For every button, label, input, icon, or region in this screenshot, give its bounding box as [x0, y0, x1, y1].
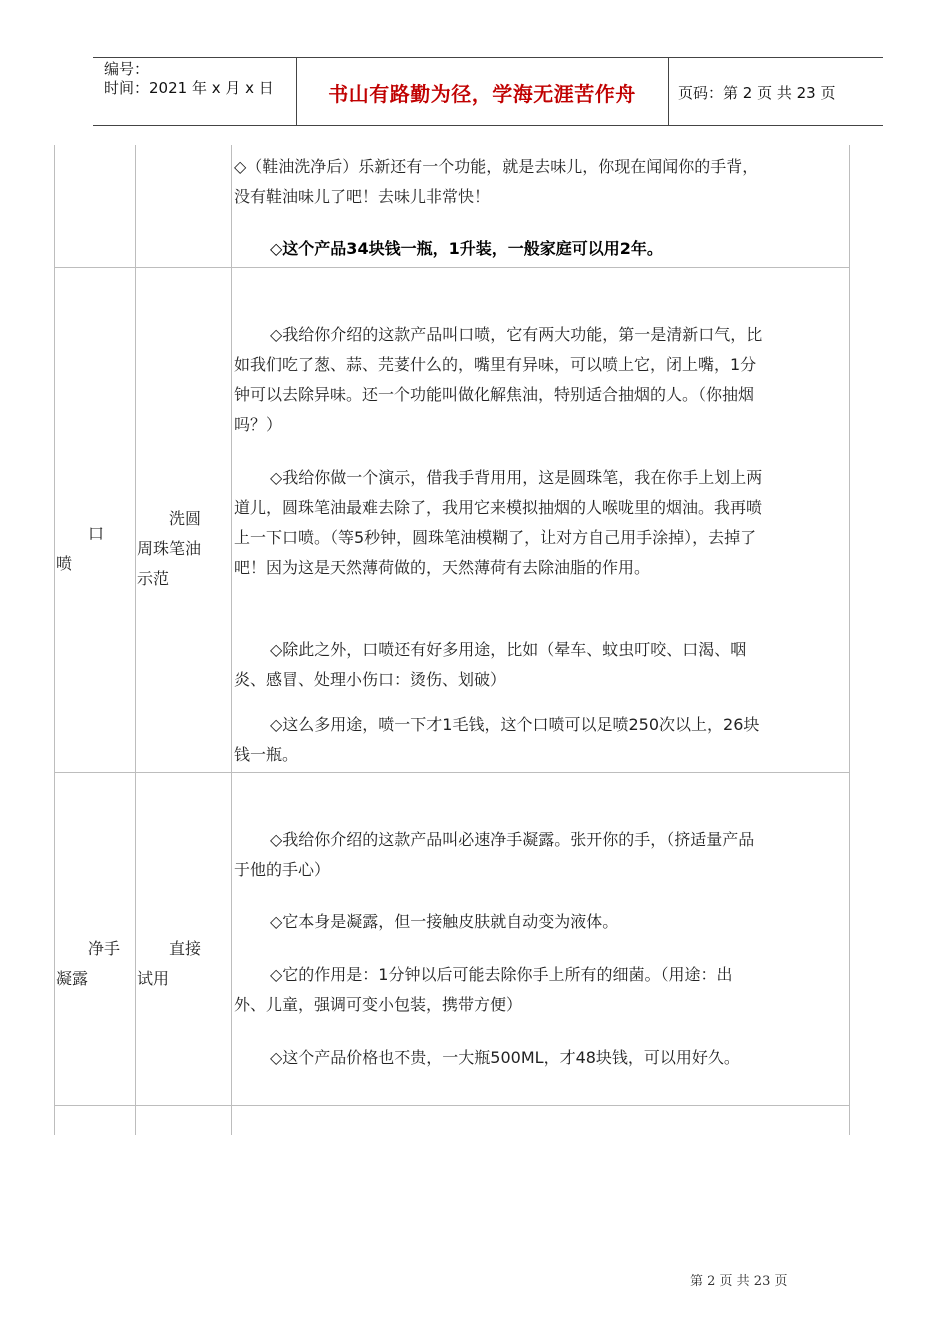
header-top-rule: [93, 57, 883, 58]
row1-paragraph-2: ◇我给你做一个演示，借我手背用用，这是圆珠笔，我在你手上划上两道儿，圆珠笔油最难去除了，我用它来模拟抽烟的人喉咙里的烟油。我再喷上一下口喷。（等5秒钟，圆珠笔油模糊了，让对方自己用手涂掉），去掉了吧！因为这是天然薄荷做的，天然薄荷有去除油脂的作用。: [234, 468, 763, 577]
demo-method-direct-trial: 直接试用: [137, 939, 202, 988]
header-motto: 书山有路勤为径，学海无涯苦作舟: [328, 82, 636, 106]
header-meta: [104, 60, 274, 98]
table-column-divider: [231, 145, 232, 1135]
header-divider: [668, 57, 669, 125]
row0-paragraph-2: ◇这个产品34块钱一瓶，1升装，一般家庭可以用2年。: [270, 239, 663, 258]
row1-paragraph-3: ◇除此之外，口喷还有好多用途，比如（晕车、蚊虫叮咬、口渴、咽炎、感冒、处理小伤口：烫伤、划破）: [234, 640, 747, 689]
row2-paragraph-2: ◇它本身是凝露，但一接触皮肤就自动变为液体。: [270, 912, 619, 931]
row2-paragraph-4: ◇这个产品价格也不贵，一大瓶500ML，才48块钱，可以用好久。: [270, 1048, 740, 1067]
time-label: 时间：2021 年 x 月 x 日: [104, 79, 274, 97]
table-row-divider: [54, 267, 850, 268]
row2-paragraph-3: ◇它的作用是：1分钟以后可能去除你手上所有的细菌。（用途：出外、儿童，强调可变小包装，携带方便）: [234, 965, 733, 1014]
header-page-number: 页码：第 2 页 共 23 页: [678, 84, 836, 102]
table-row-divider: [54, 772, 850, 773]
table-row-divider: [54, 1105, 850, 1106]
code-label: 编号：: [104, 60, 150, 78]
row0-paragraph-1: ◇（鞋油洗净后）乐新还有一个功能，就是去味儿，你现在闻闻你的手背，没有鞋油味儿了吧！去味儿非常快！: [234, 157, 759, 206]
table-border-right: [849, 145, 850, 1135]
row1-paragraph-1: ◇我给你介绍的这款产品叫口喷，它有两大功能，第一是清新口气，比如我们吃了葱、蒜、芫荽什么的，嘴里有异味，可以喷上它，闭上嘴，1分钟可以去除异味。还一个功能叫做化解焦油，特别适合抽烟的人。（你抽烟吗？）: [234, 325, 763, 434]
table-column-divider: [135, 145, 136, 1135]
footer-page-number: 第 2 页 共 23 页: [690, 1274, 788, 1289]
header-bottom-rule: [93, 125, 883, 126]
row1-paragraph-4: ◇这么多用途，喷一下才1毛钱，这个口喷可以足喷250次以上，26块钱一瓶。: [234, 715, 760, 764]
table-border-left: [54, 145, 55, 1135]
demo-method-pen-ink: 洗圆周珠笔油示范: [137, 509, 202, 588]
product-name-mouth-spray: 口喷: [56, 524, 105, 573]
product-name-hand-gel: 净手凝露: [56, 939, 121, 988]
row2-paragraph-1: ◇我给你介绍的这款产品叫必速净手凝露。张开你的手，（挤适量产品于他的手心）: [234, 830, 755, 879]
